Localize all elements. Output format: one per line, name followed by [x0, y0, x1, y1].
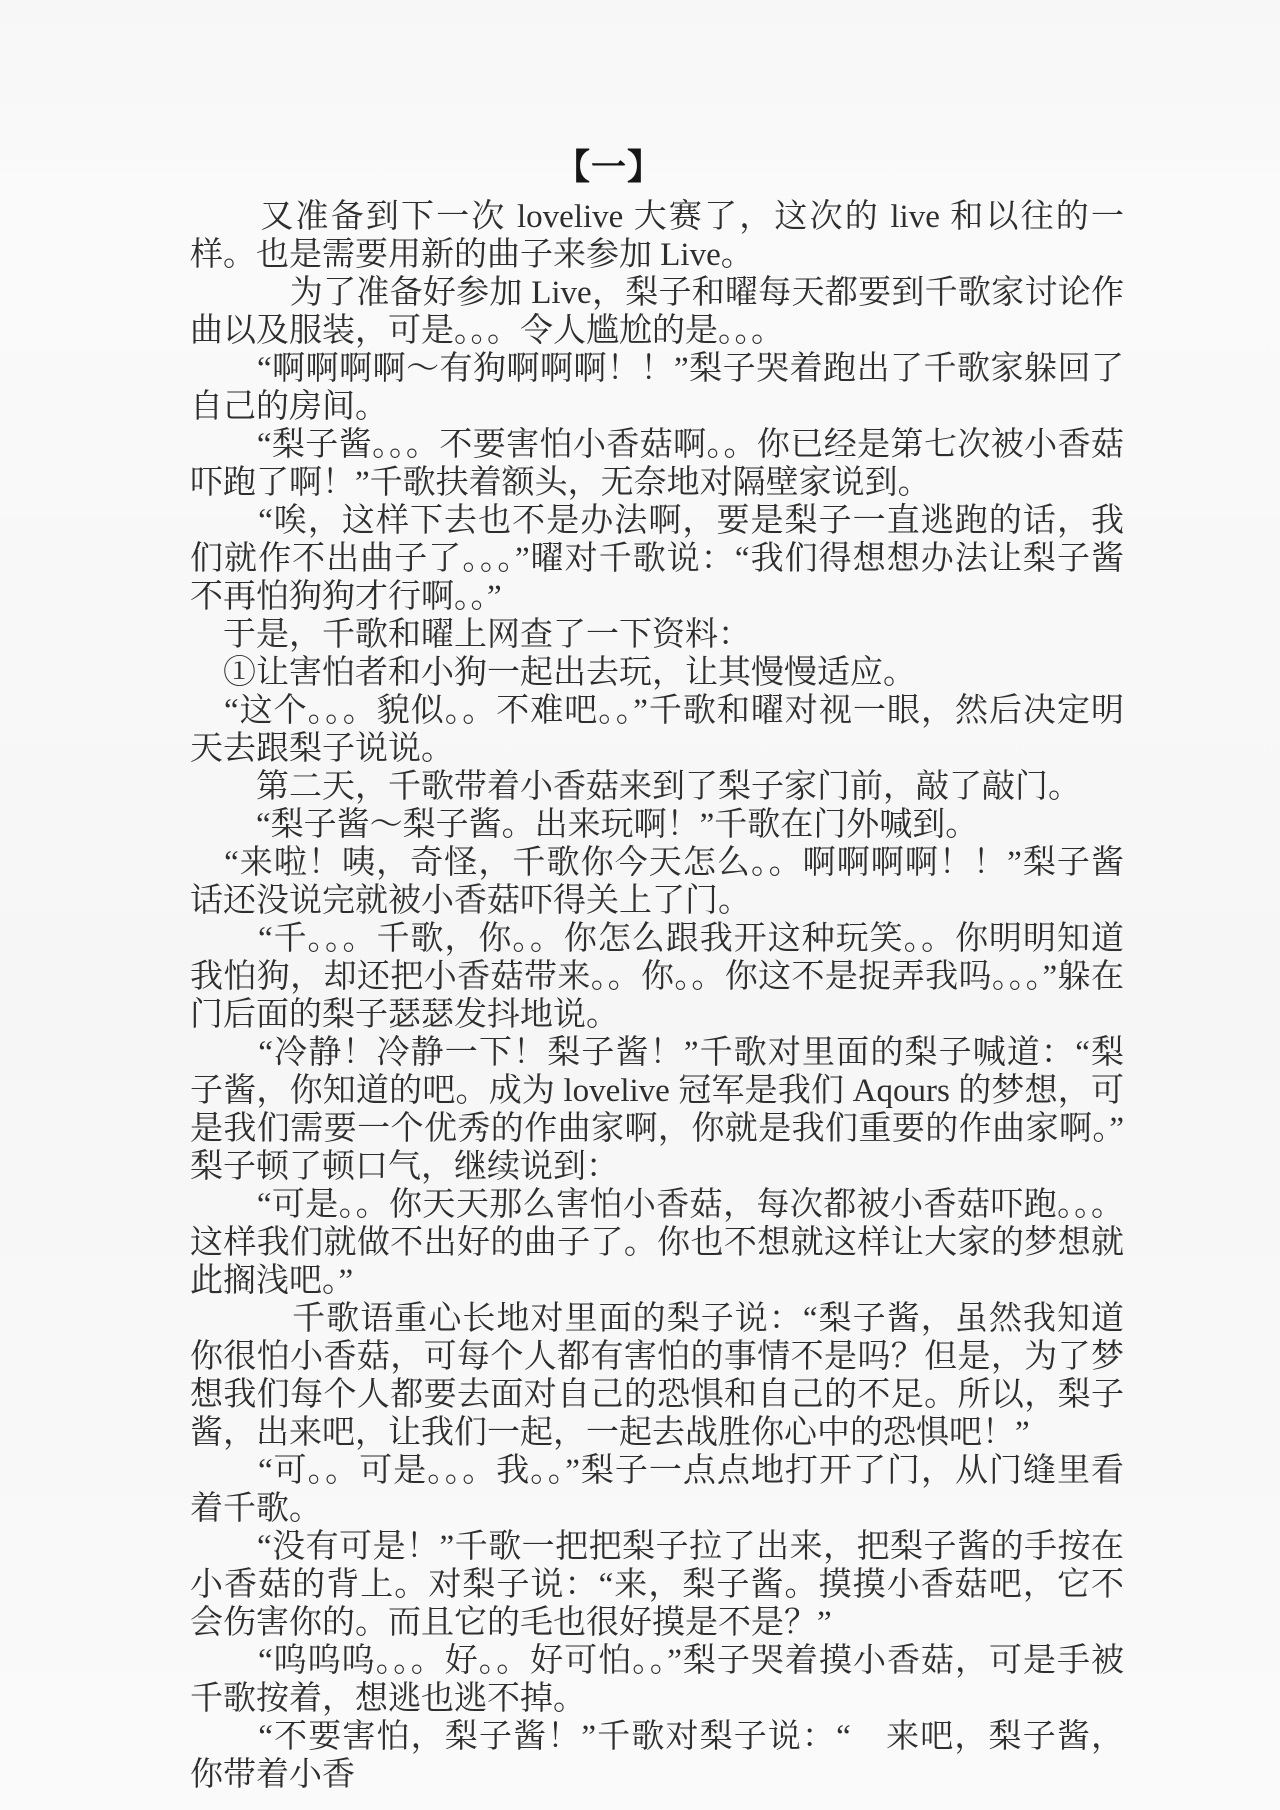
paragraph: “梨子酱。。。不要害怕小香菇啊。。你已经是第七次被小香菇吓跑了啊！”千歌扶着额头，无奈地对隔壁家说到。	[190, 427, 1124, 501]
paragraph: “梨子酱～梨子酱。出来玩啊！”千歌在门外喊到。	[190, 807, 979, 843]
paragraph: “唉，这样下去也不是办法啊，要是梨子一直逃跑的话，我们就作不出曲子了。。。”曜对千歌说：“我们得想想办法让梨子酱不再怕狗狗才行啊。。”	[190, 503, 1124, 615]
paragraph: 千歌语重心长地对里面的梨子说：“梨子酱，虽然我知道你很怕小香菇，可每个人都有害怕的事情不是吗？但是，为了梦想我们每个人都要去面对自己的恐惧和自己的不足。所以，梨子酱，出来吧，让我们一起，一起去战胜你心中的恐惧吧！”	[190, 1301, 1124, 1451]
paragraph: 第二天，千歌带着小香菇来到了梨子家门前，敲了敲门。	[190, 769, 1081, 805]
paragraph: “可是。。你天天那么害怕小香菇，每次都被小香菇吓跑。。。这样我们就做不出好的曲子了。你也不想就这样让大家的梦想就此搁浅吧。”	[190, 1187, 1124, 1299]
paragraph: “呜呜呜。。。好。。好可怕。。”梨子哭着摸小香菇，可是手被千歌按着，想逃也逃不掉。	[190, 1643, 1124, 1717]
paragraph: “冷静！冷静一下！梨子酱！”千歌对里面的梨子喊道：“梨子酱，你知道的吧。成为 lovelive 冠军是我们 Aqours 的梦想，可是我们需要一个优秀的作曲家啊，你就是我们重要的作曲家啊。”梨子顿了顿口气，继续说到：	[190, 1035, 1124, 1185]
paragraph: “啊啊啊啊～有狗啊啊啊！！”梨子哭着跑出了千歌家躲回了自己的房间。	[190, 351, 1124, 425]
paragraph: 又准备到下一次 lovelive 大赛了，这次的 live 和以往的一样。也是需要用新的曲子来参加 Live。	[190, 199, 1124, 273]
paragraph: “千。。。千歌，你。。你怎么跟我开这种玩笑。。你明明知道我怕狗，却还把小香菇带来。。你。。你这不是捉弄我吗。。。”躲在门后面的梨子瑟瑟发抖地说。	[190, 921, 1124, 1033]
paragraph: “不要害怕，梨子酱！”千歌对梨子说：“ 来吧，梨子酱，你带着小香	[190, 1719, 1124, 1793]
chapter-title: 【一】	[554, 148, 663, 187]
paragraph: “可。。可是。。。我。。”梨子一点点地打开了门，从门缝里看着千歌。	[190, 1453, 1124, 1527]
paragraph: ①让害怕者和小狗一起出去玩，让其慢慢适应。	[190, 655, 916, 691]
paragraph: “这个。。。貌似。。不难吧。。”千歌和曜对视一眼，然后决定明天去跟梨子说说。	[190, 693, 1124, 767]
paragraph: “没有可是！”千歌一把把梨子拉了出来，把梨子酱的手按在小香菇的背上。对梨子说：“来，梨子酱。摸摸小香菇吧，它不会伤害你的。而且它的毛也很好摸是不是？”	[190, 1529, 1124, 1641]
paragraph: “来啦！咦，奇怪，千歌你今天怎么。。啊啊啊啊！！”梨子酱话还没说完就被小香菇吓得关上了门。	[190, 845, 1124, 919]
paragraph: 于是，千歌和曜上网查了一下资料：	[190, 617, 751, 653]
paragraph: 为了准备好参加 Live，梨子和曜每天都要到千歌家讨论作曲以及服装，可是。。。令人尴尬的是。。。	[190, 275, 1124, 349]
document-body-text	[190, 198, 1124, 1794]
